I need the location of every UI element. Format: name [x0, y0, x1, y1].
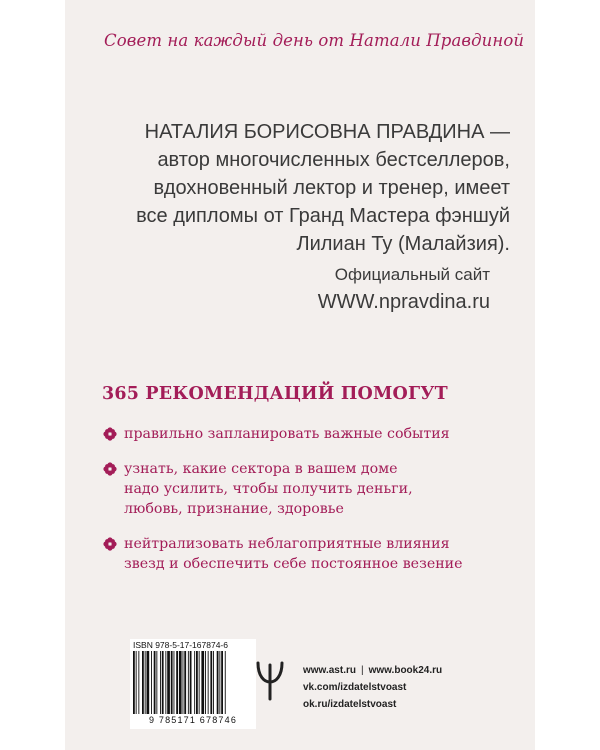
barcode-number: 9 785171 678746 — [148, 715, 238, 725]
recommendations-heading: 365 РЕКОМЕНДАЦИЙ ПОМОГУТ — [102, 384, 448, 404]
link-ok[interactable]: ok.ru/izdatelstvoast — [303, 699, 397, 710]
publisher-logo-icon — [256, 659, 284, 701]
isbn-text: ISBN 978-5-17-167874-6 — [133, 640, 228, 650]
list-item-text: любовь, признание, здоровье — [124, 501, 344, 517]
list-item-text: надо усилить, чтобы получить деньги, — [124, 481, 413, 497]
list-item-text: нейтрализовать неблагоприятные влияния — [124, 536, 450, 552]
bio-line: НАТАЛИЯ БОРИСОВНА ПРАВДИНА — — [144, 121, 510, 143]
link-vk[interactable]: vk.com/izdatelstvoast — [303, 682, 407, 693]
list-item — [103, 459, 503, 519]
official-site-url: WWW.npravdina.ru — [317, 291, 490, 313]
tagline: Совет на каждый день от Натали Правдиной — [104, 31, 525, 50]
link-ast[interactable]: www.ast.ru — [303, 665, 356, 676]
publisher-links — [303, 662, 442, 713]
flower-bullet-icon — [103, 537, 117, 551]
author-bio — [110, 118, 510, 258]
official-site-label: Официальный сайт — [334, 265, 490, 284]
barcode-icon — [133, 651, 253, 714]
list-item-text: звезд и обеспечить себе постоянное везение — [124, 556, 463, 572]
flower-bullet-icon — [103, 427, 117, 441]
bio-line: Лилиан Ту (Малайзия). — [296, 233, 510, 255]
barcode-box — [130, 639, 256, 729]
list-item-text: правильно запланировать важные события — [124, 426, 450, 442]
link-book24[interactable]: www.book24.ru — [368, 665, 443, 676]
flower-bullet-icon — [103, 462, 117, 476]
list-item-text: узнать, какие сектора в вашем доме — [124, 461, 398, 477]
links-row — [303, 662, 442, 679]
link-separator: | — [360, 665, 364, 676]
list-item — [103, 534, 503, 574]
bio-line: вдохновенный лектор и тренер, имеет — [153, 177, 510, 199]
list-item — [103, 424, 503, 444]
back-cover — [65, 0, 535, 750]
bio-line: автор многочисленных бестселлеров, — [157, 149, 510, 171]
recommendations-list — [103, 424, 503, 589]
bio-line: все дипломы от Гранд Мастера фэншуй — [136, 205, 510, 227]
